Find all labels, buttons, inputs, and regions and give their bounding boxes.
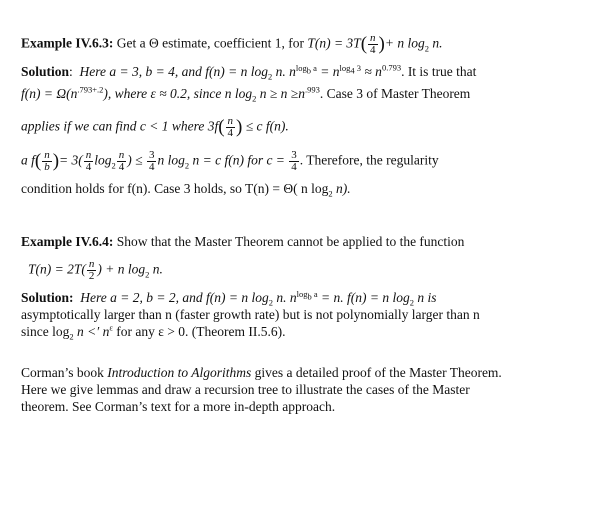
book-title: Introduction to Algorithms [107,365,252,380]
closing-line1: Corman’s book Introduction to Algorithms gives a detailed proof of the Master Theorem. [21,365,502,380]
example-6-3-solution-line2: $f(n) = \Omega(n^{.793+.2})$, where ε ≈ 0.2, since n $\log_2 n \ge n \ge n^{.993}$. Case 3 of Master Theorem [21,84,471,104]
example-6-3-solution-line1: Solution: Here a = 3, b = 4, and f(n) = n $\log_2 n$. $n^{log_b a} = n^{log_4 3} \approx n^{0.793}$. It is true that [21,62,477,82]
example-6-4-solution-line2: asymptotically larger than n (faster growth rate) but is not polynomially larger than n [21,307,480,322]
solution-label-2: Solution: [21,290,74,305]
example-6-3-solution-line3: applies if we can find c < 1 where 3f( $\frac{n}{4}$ ) ≤ c f(n). [21,115,289,139]
example-6-4-heading: Example IV.6.4: [21,234,114,249]
example-6-3-heading: Example IV.6.3: [21,35,114,51]
example-6-4-function: T(n) = 2T( $\frac{n}{2}$ ) + n $\log_2 n$. [28,258,163,282]
example-6-4-statement: Example IV.6.4: Show that the Master Theorem cannot be applied to the function [21,234,465,249]
closing-line2: Here we give lemmas and draw a recursion tree to illustrate the cases of the Master [21,382,470,397]
example-6-4-solution-line3: since $\log_2 n$ <′ $n^\varepsilon$ for any ε > 0. (Theorem II.5.6). [21,322,286,342]
example-6-3-statement: Example IV.6.3: Get a Θ estimate, coefficient 1, for T(n) = 3T( $\frac{n}{4}$ )+ n $\log_2 n$. [21,32,443,56]
example-6-3-regularity-line: a f( $\frac{n}{b}$ )= 3( $\frac{n}{4}$ $\log_2$ $\frac{n}{4}$ ) ≤ $\frac{3}{4}$ n $\log_2 n = c$ f(n) for c = $\frac{3}{4}$ . Therefore, the regularity [21,149,439,173]
closing-line3: theorem. See Corman’s text for a more in-depth approach. [21,399,336,414]
example-6-3-conclusion: condition holds for f(n). Case 3 holds, so T(n) = Θ( n $\log_2 n$). [21,181,351,199]
solution-label: Solution [21,64,70,79]
example-6-4-solution-line1: Solution: Here a = 2, b = 2, and f(n) = n $\log_2 n$. $n^{log_b a} = n$. f(n) = n $\log_2 n$ is [21,288,437,308]
